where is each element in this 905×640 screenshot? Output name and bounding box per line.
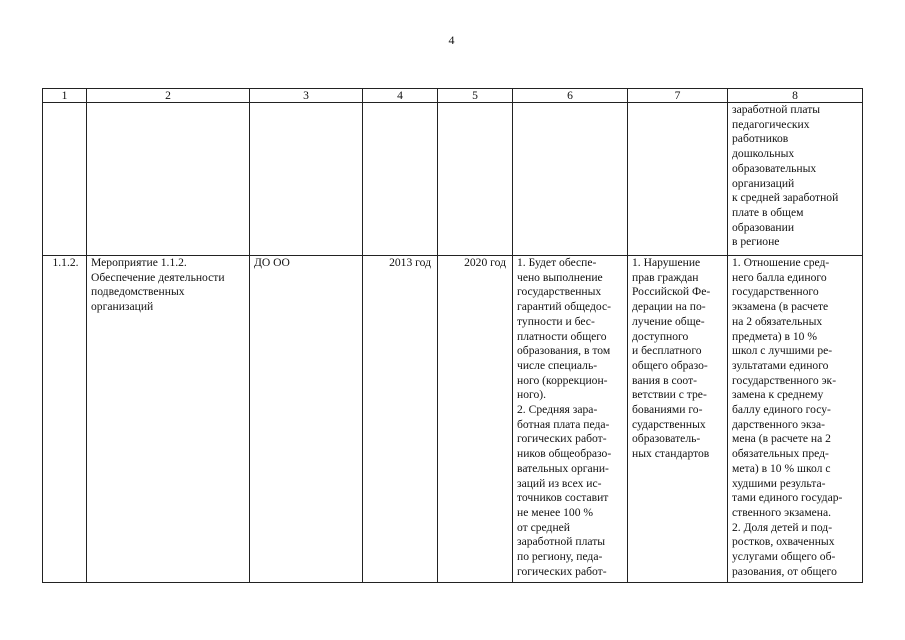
cont-cell-3 [250, 103, 363, 256]
cont-cell-6 [513, 103, 628, 256]
continuation-row [43, 103, 863, 256]
page-number: 4 [448, 33, 455, 47]
consequences-text: 1. Нарушение прав граждан Российской Фе- дерации на по- лучение обще- доступного и бесплатного общего образо- вания в соот- ветствии с тре- бованиями го- сударственных образователь- ных стандартов [632, 256, 711, 461]
executor-cell: ДО ОО [250, 256, 363, 583]
end-year-cell: 2020 год [438, 256, 513, 583]
header-col-2: 2 [87, 89, 250, 103]
cont-cell-2 [87, 103, 250, 256]
cont-cell-8 [728, 103, 863, 256]
indicators-cell [728, 256, 863, 583]
expected-result-cell [513, 256, 628, 583]
measure-title-cell [87, 256, 250, 583]
header-col-4: 4 [363, 89, 438, 103]
header-col-6: 6 [513, 89, 628, 103]
header-col-8: 8 [728, 89, 863, 103]
measure-title: Мероприятие 1.1.2. Обеспечение деятельности подведомственных организаций [91, 256, 225, 314]
header-col-5: 5 [438, 89, 513, 103]
measure-number: 1.1.2. [43, 256, 87, 583]
header-col-3: 3 [250, 89, 363, 103]
consequences-cell [628, 256, 728, 583]
header-col-7: 7 [628, 89, 728, 103]
header-col-1: 1 [43, 89, 87, 103]
start-year-cell: 2013 год [363, 256, 438, 583]
cont-cell-4 [363, 103, 438, 256]
measures-table [42, 88, 863, 583]
cont-cell-1 [43, 103, 87, 256]
table-row [43, 256, 863, 583]
cont-cell-5 [438, 103, 513, 256]
cont-indicator-text: заработной платы педагогических работников дошкольных образовательных организаций к средней заработной плате в общем образовании в регионе [732, 103, 839, 249]
cont-cell-7 [628, 103, 728, 256]
indicators-text: 1. Отношение сред- него балла единого государственного экзамена (в расчете на 2 обязательных предмета) в 10 % школ с лучшими ре- зультатами единого государственного эк- замена к среднему баллу единого госу- дарственного экза- мена (в расчете на 2 обязательных пред- мета) в 10 % школ с худшими результа- тами единого государ- ственного экзамена. 2. Доля детей и под- ростков, охваченных услугами общего об- разования, от общего [732, 256, 843, 578]
expected-result-text: 1. Будет обеспе- чено выполнение государственных гарантий общедос- тупности и бес- платности общего образования, в том числе специаль- ного (коррекцион- ного). 2. Средняя зара- ботная плата педа- гогических работ- ников общеобразо- вательных органи- заций из всех ис- точников составит не менее 100 % от средней заработной платы по региону, педа- гогических работ- [517, 256, 612, 578]
column-number-header-row [43, 89, 863, 103]
